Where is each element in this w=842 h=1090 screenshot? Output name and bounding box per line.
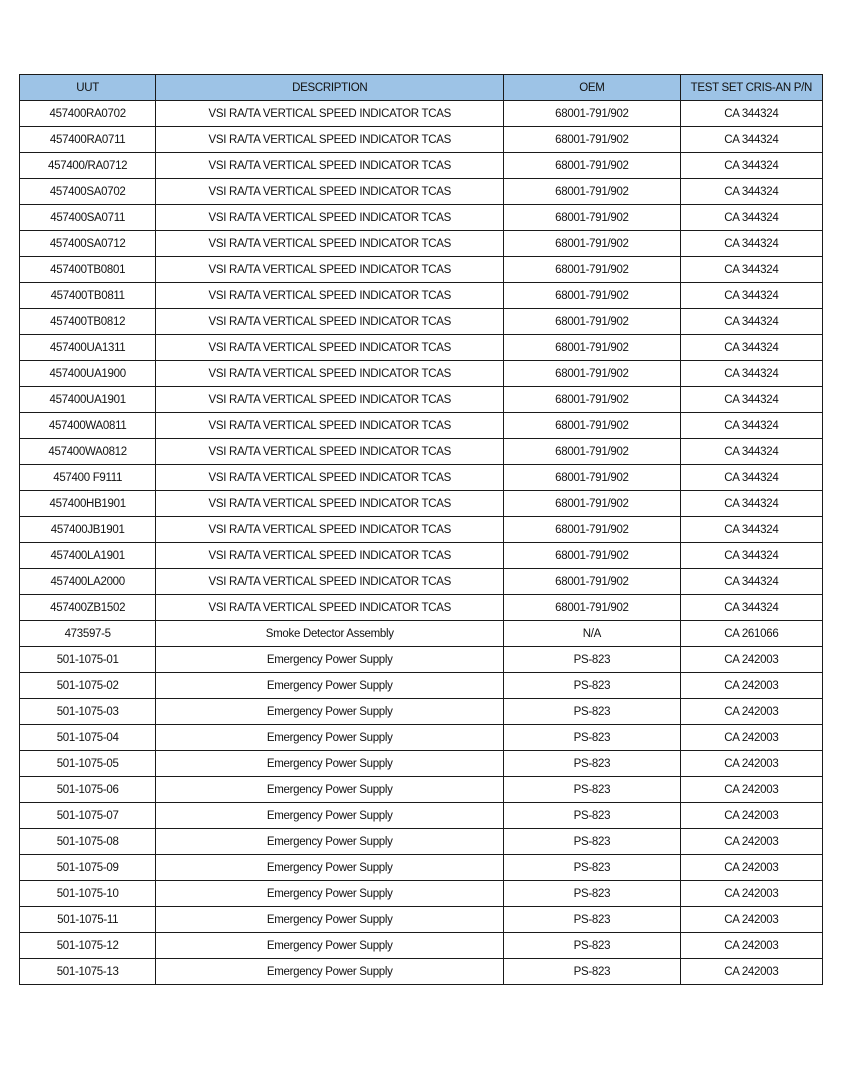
cell-test-set: CA 242003 bbox=[680, 959, 822, 985]
cell-oem: 68001-791/902 bbox=[504, 335, 680, 361]
table-row bbox=[20, 777, 823, 803]
cell-oem: 68001-791/902 bbox=[504, 257, 680, 283]
cell-uut: 457400UA1311 bbox=[20, 335, 156, 361]
cell-test-set: CA 344324 bbox=[680, 179, 822, 205]
cell-oem: PS-823 bbox=[504, 751, 680, 777]
table-row bbox=[20, 699, 823, 725]
cell-uut: 501-1075-09 bbox=[20, 855, 156, 881]
table-row bbox=[20, 543, 823, 569]
table-row bbox=[20, 205, 823, 231]
cell-description: VSI RA/TA VERTICAL SPEED INDICATOR TCAS bbox=[156, 361, 504, 387]
cell-test-set: CA 242003 bbox=[680, 907, 822, 933]
table-row bbox=[20, 309, 823, 335]
cell-oem: 68001-791/902 bbox=[504, 309, 680, 335]
cell-description: VSI RA/TA VERTICAL SPEED INDICATOR TCAS bbox=[156, 309, 504, 335]
cell-oem: 68001-791/902 bbox=[504, 361, 680, 387]
cell-uut: 457400TB0812 bbox=[20, 309, 156, 335]
cell-uut: 457400LA1901 bbox=[20, 543, 156, 569]
cell-uut: 501-1075-01 bbox=[20, 647, 156, 673]
table-row bbox=[20, 335, 823, 361]
cell-description: VSI RA/TA VERTICAL SPEED INDICATOR TCAS bbox=[156, 179, 504, 205]
cell-test-set: CA 344324 bbox=[680, 387, 822, 413]
cell-uut: 457400SA0702 bbox=[20, 179, 156, 205]
cell-description: VSI RA/TA VERTICAL SPEED INDICATOR TCAS bbox=[156, 153, 504, 179]
cell-uut: 457400UA1901 bbox=[20, 387, 156, 413]
cell-description: Emergency Power Supply bbox=[156, 673, 504, 699]
cell-uut: 457400UA1900 bbox=[20, 361, 156, 387]
table-row bbox=[20, 751, 823, 777]
cell-description: VSI RA/TA VERTICAL SPEED INDICATOR TCAS bbox=[156, 491, 504, 517]
cell-uut: 473597-5 bbox=[20, 621, 156, 647]
cell-test-set: CA 242003 bbox=[680, 881, 822, 907]
cell-uut: 457400 F9111 bbox=[20, 465, 156, 491]
cell-oem: PS-823 bbox=[504, 855, 680, 881]
cell-test-set: CA 344324 bbox=[680, 569, 822, 595]
table-row bbox=[20, 803, 823, 829]
cell-uut: 501-1075-02 bbox=[20, 673, 156, 699]
table-body bbox=[20, 101, 823, 985]
cell-oem: PS-823 bbox=[504, 699, 680, 725]
cell-description: VSI RA/TA VERTICAL SPEED INDICATOR TCAS bbox=[156, 335, 504, 361]
cell-description: VSI RA/TA VERTICAL SPEED INDICATOR TCAS bbox=[156, 257, 504, 283]
cell-oem: 68001-791/902 bbox=[504, 153, 680, 179]
table-row bbox=[20, 725, 823, 751]
cell-uut: 501-1075-06 bbox=[20, 777, 156, 803]
table-row bbox=[20, 465, 823, 491]
table-row bbox=[20, 127, 823, 153]
header-oem: OEM bbox=[504, 75, 680, 101]
cell-test-set: CA 344324 bbox=[680, 153, 822, 179]
cell-oem: 68001-791/902 bbox=[504, 283, 680, 309]
cell-uut: 501-1075-04 bbox=[20, 725, 156, 751]
cell-uut: 501-1075-05 bbox=[20, 751, 156, 777]
cell-description: VSI RA/TA VERTICAL SPEED INDICATOR TCAS bbox=[156, 517, 504, 543]
cell-oem: PS-823 bbox=[504, 959, 680, 985]
cell-description: VSI RA/TA VERTICAL SPEED INDICATOR TCAS bbox=[156, 543, 504, 569]
cell-description: Emergency Power Supply bbox=[156, 803, 504, 829]
header-uut: UUT bbox=[20, 75, 156, 101]
cell-uut: 457400/RA0712 bbox=[20, 153, 156, 179]
cell-oem: 68001-791/902 bbox=[504, 205, 680, 231]
cell-description: Emergency Power Supply bbox=[156, 829, 504, 855]
cell-test-set: CA 242003 bbox=[680, 855, 822, 881]
cell-oem: PS-823 bbox=[504, 777, 680, 803]
cell-test-set: CA 344324 bbox=[680, 439, 822, 465]
cell-test-set: CA 344324 bbox=[680, 465, 822, 491]
cell-test-set: CA 344324 bbox=[680, 127, 822, 153]
cell-test-set: CA 242003 bbox=[680, 725, 822, 751]
cell-description: Emergency Power Supply bbox=[156, 699, 504, 725]
header-description: DESCRIPTION bbox=[156, 75, 504, 101]
cell-oem: 68001-791/902 bbox=[504, 543, 680, 569]
cell-test-set: CA 344324 bbox=[680, 101, 822, 127]
cell-test-set: CA 242003 bbox=[680, 673, 822, 699]
cell-oem: PS-823 bbox=[504, 647, 680, 673]
cell-uut: 457400TB0811 bbox=[20, 283, 156, 309]
cell-description: Smoke Detector Assembly bbox=[156, 621, 504, 647]
cell-test-set: CA 344324 bbox=[680, 543, 822, 569]
cell-description: Emergency Power Supply bbox=[156, 881, 504, 907]
cell-oem: PS-823 bbox=[504, 881, 680, 907]
header-row bbox=[20, 75, 823, 101]
cell-test-set: CA 344324 bbox=[680, 595, 822, 621]
table-row bbox=[20, 231, 823, 257]
cell-test-set: CA 242003 bbox=[680, 647, 822, 673]
cell-oem: PS-823 bbox=[504, 907, 680, 933]
cell-test-set: CA 242003 bbox=[680, 803, 822, 829]
cell-oem: 68001-791/902 bbox=[504, 179, 680, 205]
table-row bbox=[20, 283, 823, 309]
cell-uut: 457400TB0801 bbox=[20, 257, 156, 283]
cell-uut: 501-1075-03 bbox=[20, 699, 156, 725]
cell-oem: 68001-791/902 bbox=[504, 517, 680, 543]
table-row bbox=[20, 673, 823, 699]
table-row bbox=[20, 881, 823, 907]
cell-uut: 457400JB1901 bbox=[20, 517, 156, 543]
cell-description: VSI RA/TA VERTICAL SPEED INDICATOR TCAS bbox=[156, 465, 504, 491]
table-row bbox=[20, 569, 823, 595]
table-row bbox=[20, 179, 823, 205]
cell-description: VSI RA/TA VERTICAL SPEED INDICATOR TCAS bbox=[156, 439, 504, 465]
cell-description: VSI RA/TA VERTICAL SPEED INDICATOR TCAS bbox=[156, 231, 504, 257]
table-row bbox=[20, 257, 823, 283]
cell-oem: PS-823 bbox=[504, 829, 680, 855]
cell-description: Emergency Power Supply bbox=[156, 855, 504, 881]
parts-table bbox=[19, 74, 823, 985]
cell-uut: 501-1075-11 bbox=[20, 907, 156, 933]
cell-description: VSI RA/TA VERTICAL SPEED INDICATOR TCAS bbox=[156, 413, 504, 439]
cell-uut: 501-1075-12 bbox=[20, 933, 156, 959]
table-row bbox=[20, 855, 823, 881]
cell-test-set: CA 261066 bbox=[680, 621, 822, 647]
cell-oem: 68001-791/902 bbox=[504, 491, 680, 517]
cell-oem: PS-823 bbox=[504, 933, 680, 959]
table-row bbox=[20, 829, 823, 855]
header-test-set: TEST SET CRIS-AN P/N bbox=[680, 75, 822, 101]
cell-description: VSI RA/TA VERTICAL SPEED INDICATOR TCAS bbox=[156, 205, 504, 231]
cell-description: VSI RA/TA VERTICAL SPEED INDICATOR TCAS bbox=[156, 101, 504, 127]
cell-uut: 457400RA0711 bbox=[20, 127, 156, 153]
cell-uut: 501-1075-13 bbox=[20, 959, 156, 985]
cell-oem: 68001-791/902 bbox=[504, 101, 680, 127]
cell-test-set: CA 344324 bbox=[680, 491, 822, 517]
cell-test-set: CA 344324 bbox=[680, 283, 822, 309]
cell-oem: PS-823 bbox=[504, 725, 680, 751]
table-row bbox=[20, 101, 823, 127]
cell-oem: 68001-791/902 bbox=[504, 569, 680, 595]
table-row bbox=[20, 361, 823, 387]
table-row bbox=[20, 387, 823, 413]
cell-test-set: CA 344324 bbox=[680, 517, 822, 543]
cell-description: Emergency Power Supply bbox=[156, 777, 504, 803]
table-row bbox=[20, 907, 823, 933]
cell-test-set: CA 344324 bbox=[680, 413, 822, 439]
table-row bbox=[20, 153, 823, 179]
cell-oem: PS-823 bbox=[504, 803, 680, 829]
cell-description: VSI RA/TA VERTICAL SPEED INDICATOR TCAS bbox=[156, 127, 504, 153]
cell-uut: 501-1075-10 bbox=[20, 881, 156, 907]
table-row bbox=[20, 959, 823, 985]
cell-description: Emergency Power Supply bbox=[156, 933, 504, 959]
table-row bbox=[20, 413, 823, 439]
cell-uut: 457400WA0811 bbox=[20, 413, 156, 439]
cell-test-set: CA 242003 bbox=[680, 699, 822, 725]
cell-uut: 457400SA0712 bbox=[20, 231, 156, 257]
cell-oem: 68001-791/902 bbox=[504, 387, 680, 413]
cell-test-set: CA 344324 bbox=[680, 231, 822, 257]
cell-description: Emergency Power Supply bbox=[156, 959, 504, 985]
cell-description: Emergency Power Supply bbox=[156, 907, 504, 933]
cell-uut: 501-1075-08 bbox=[20, 829, 156, 855]
cell-description: VSI RA/TA VERTICAL SPEED INDICATOR TCAS bbox=[156, 569, 504, 595]
cell-description: Emergency Power Supply bbox=[156, 751, 504, 777]
cell-uut: 457400LA2000 bbox=[20, 569, 156, 595]
table-row bbox=[20, 621, 823, 647]
cell-uut: 457400ZB1502 bbox=[20, 595, 156, 621]
cell-description: VSI RA/TA VERTICAL SPEED INDICATOR TCAS bbox=[156, 283, 504, 309]
cell-oem: 68001-791/902 bbox=[504, 595, 680, 621]
cell-uut: 457400RA0702 bbox=[20, 101, 156, 127]
table-row bbox=[20, 595, 823, 621]
cell-oem: 68001-791/902 bbox=[504, 439, 680, 465]
cell-description: VSI RA/TA VERTICAL SPEED INDICATOR TCAS bbox=[156, 595, 504, 621]
table-row bbox=[20, 517, 823, 543]
cell-oem: 68001-791/902 bbox=[504, 413, 680, 439]
cell-test-set: CA 242003 bbox=[680, 829, 822, 855]
cell-test-set: CA 344324 bbox=[680, 309, 822, 335]
cell-description: VSI RA/TA VERTICAL SPEED INDICATOR TCAS bbox=[156, 387, 504, 413]
cell-uut: 457400SA0711 bbox=[20, 205, 156, 231]
cell-description: Emergency Power Supply bbox=[156, 647, 504, 673]
cell-oem: 68001-791/902 bbox=[504, 465, 680, 491]
cell-test-set: CA 242003 bbox=[680, 933, 822, 959]
cell-oem: N/A bbox=[504, 621, 680, 647]
cell-oem: 68001-791/902 bbox=[504, 127, 680, 153]
cell-test-set: CA 242003 bbox=[680, 751, 822, 777]
cell-test-set: CA 344324 bbox=[680, 257, 822, 283]
cell-test-set: CA 344324 bbox=[680, 205, 822, 231]
cell-uut: 457400WA0812 bbox=[20, 439, 156, 465]
cell-oem: 68001-791/902 bbox=[504, 231, 680, 257]
cell-description: Emergency Power Supply bbox=[156, 725, 504, 751]
cell-test-set: CA 242003 bbox=[680, 777, 822, 803]
cell-uut: 457400HB1901 bbox=[20, 491, 156, 517]
cell-oem: PS-823 bbox=[504, 673, 680, 699]
cell-test-set: CA 344324 bbox=[680, 335, 822, 361]
table-row bbox=[20, 933, 823, 959]
table-row bbox=[20, 647, 823, 673]
table-header bbox=[20, 75, 823, 101]
table-row bbox=[20, 439, 823, 465]
cell-test-set: CA 344324 bbox=[680, 361, 822, 387]
cell-uut: 501-1075-07 bbox=[20, 803, 156, 829]
table-row bbox=[20, 491, 823, 517]
